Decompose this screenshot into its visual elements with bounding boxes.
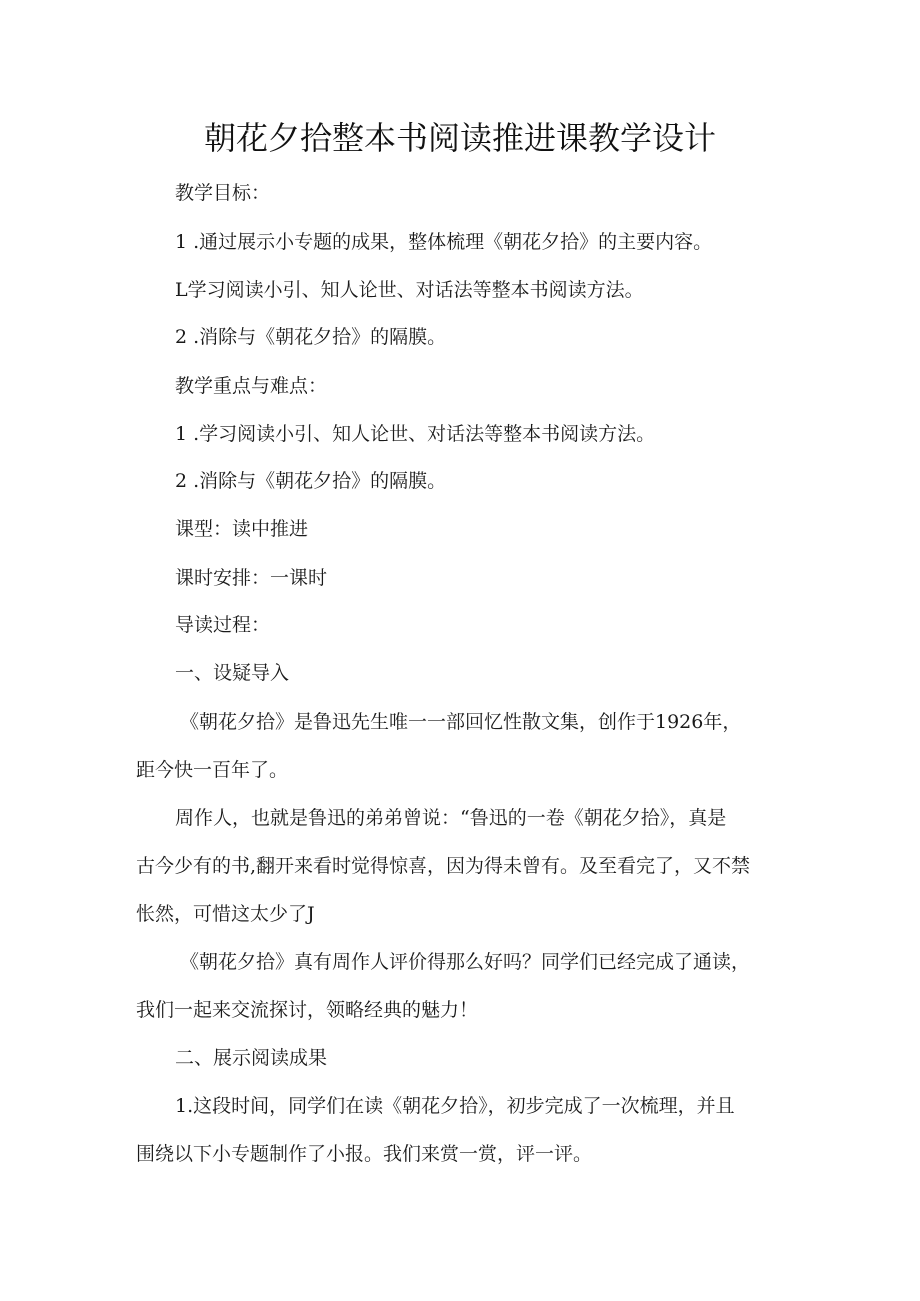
paragraph-4-line-1: 1.这段时间，同学们在读《朝花夕拾》，初步完成了一次梳理，并且 xyxy=(175,1095,735,1117)
keypoint-1: 1 .学习阅读小引、知人论世、对话法等整本书阅读方法。 xyxy=(175,423,656,445)
keypoints-heading: 教学重点与难点： xyxy=(175,375,328,397)
process-heading: 导读过程： xyxy=(175,614,271,636)
paragraph-2-line-3: 怅然，可惜这太少了J xyxy=(136,903,315,925)
objectives-heading: 教学目标： xyxy=(175,182,271,204)
objective-2: 2 .消除与《朝花夕拾》的隔膜。 xyxy=(175,326,447,348)
paragraph-1-line-2: 距今快一百年了。 xyxy=(136,759,289,781)
paragraph-3-line-1: 《朝花夕拾》真有周作人评价得那么好吗？同学们已经完成了通读， xyxy=(180,951,751,973)
objective-1: 1 .通过展示小专题的成果，整体梳理《朝花夕拾》的主要内容。 xyxy=(175,231,713,253)
section-2-heading: 二、展示阅读成果 xyxy=(175,1047,328,1069)
objective-l: L学习阅读小引、知人论世、对话法等整本书阅读方法。 xyxy=(175,279,644,301)
document-title: 朝花夕拾整本书阅读推进课教学设计 xyxy=(203,119,716,157)
paragraph-1-line-1: 《朝花夕拾》是鲁迅先生唯一一部回忆性散文集，创作于1926年， xyxy=(180,711,742,733)
keypoint-2: 2 .消除与《朝花夕拾》的隔膜。 xyxy=(175,470,447,492)
lesson-type: 课型：读中推进 xyxy=(175,518,309,540)
paragraph-4-line-2: 围绕以下小专题制作了小报。我们来赏一赏，评一评。 xyxy=(136,1143,593,1165)
schedule: 课时安排：一课时 xyxy=(175,567,328,589)
section-1-heading: 一、设疑导入 xyxy=(175,662,290,684)
paragraph-2-line-1: 周作人，也就是鲁迅的弟弟曾说：“鲁迅的一卷《朝花夕拾》，真是 xyxy=(175,807,727,829)
paragraph-3-line-2: 我们一起来交流探讨，领略经典的魅力！ xyxy=(136,999,479,1021)
paragraph-2-line-2: 古今少有的书,翻开来看时觉得惊喜，因为得未曾有。及至看完了，又不禁 xyxy=(136,855,751,877)
